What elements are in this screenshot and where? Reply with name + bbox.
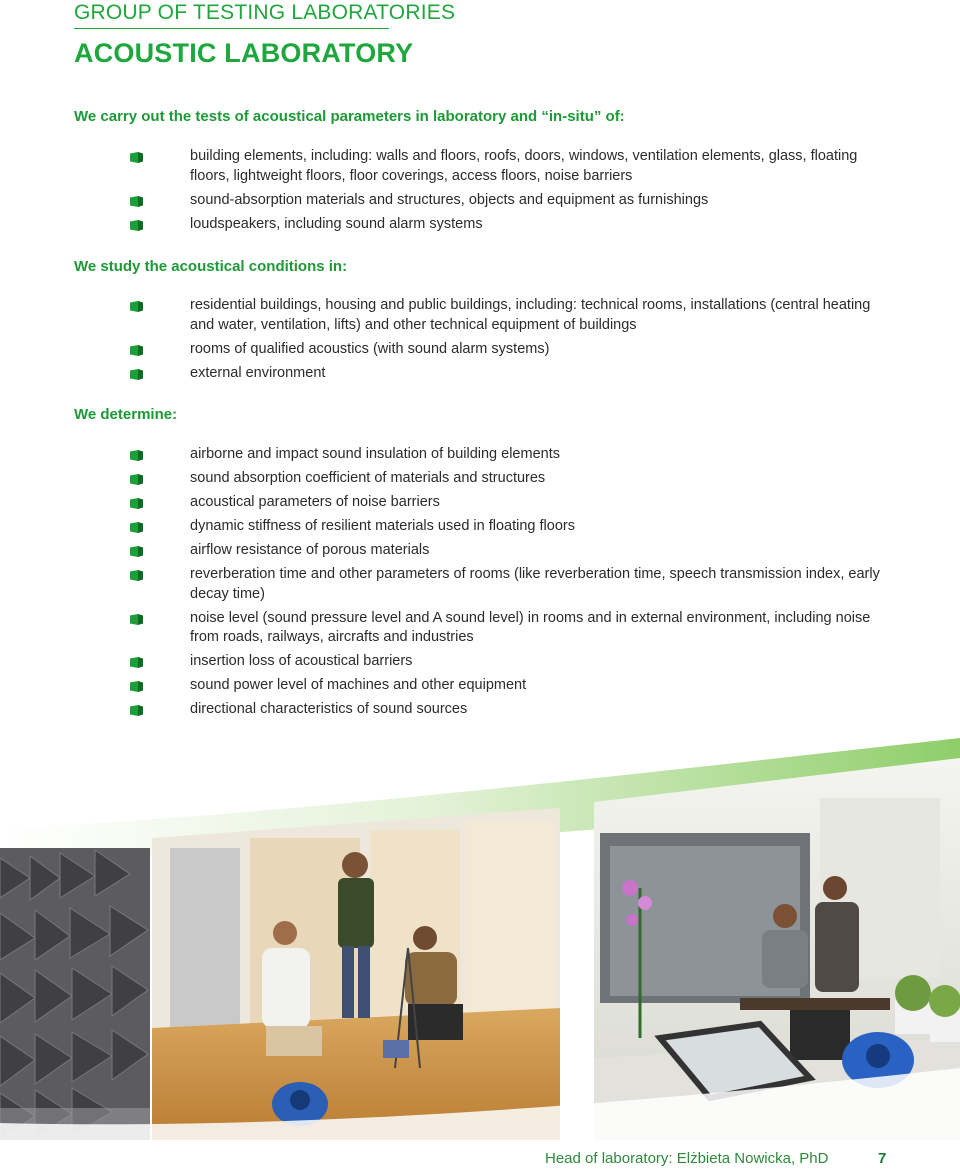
list-item-text: reverberation time and other parameters of rooms (like reverberation time, speech transmission index, early decay time) [190, 566, 880, 602]
list-item-text: sound power level of machines and other equipment [190, 677, 527, 693]
group-header: GROUP OF TESTING LABORATORIES [74, 1, 389, 29]
green-cube-bullet-icon [130, 522, 143, 533]
list-item [130, 364, 890, 384]
green-cube-bullet-icon [130, 220, 143, 231]
list-item-text: directional characteristics of sound sources [190, 701, 468, 717]
green-cube-bullet-icon [130, 152, 143, 163]
list-item-text: rooms of qualified acoustics (with sound alarm systems) [190, 340, 550, 357]
list-item-text: sound-absorption materials and structures, objects and equipment as furnishings [190, 191, 709, 208]
green-cube-bullet-icon [130, 570, 143, 581]
list-item [130, 565, 890, 604]
green-cube-bullet-icon [130, 196, 143, 207]
green-cube-bullet-icon [130, 450, 143, 461]
list-item-text: loudspeakers, including sound alarm systems [190, 215, 483, 232]
list-item [130, 676, 890, 696]
list-item [130, 652, 890, 672]
section-heading-tests: We carry out the tests of acoustical parameters in laboratory and “in-situ” of: [74, 108, 625, 125]
list-item-text: airborne and impact sound insulation of building elements [190, 446, 560, 462]
list-item [130, 609, 890, 648]
list-item-text: building elements, including: walls and floors, roofs, doors, windows, ventilation elements, glass, floating floors, lightweight floors, floor coverings, access floors, noise barriers [190, 148, 858, 184]
list-item-text: external environment [190, 364, 326, 381]
determine-list [130, 445, 890, 724]
list-item-text: sound absorption coefficient of materials and structures [190, 470, 546, 486]
list-item-text: dynamic stiffness of resilient materials used in floating floors [190, 518, 575, 534]
list-item [130, 340, 890, 360]
section-heading-conditions: We study the acoustical conditions in: [74, 258, 348, 275]
list-item [130, 700, 890, 720]
green-cube-bullet-icon [130, 546, 143, 557]
list-item-text: noise level (sound pressure level and A sound level) in rooms and in external environment, including noise from roads, railways, aircrafts and industries [190, 609, 871, 645]
list-item [130, 296, 890, 335]
head-of-laboratory: Head of laboratory: Elżbieta Nowicka, PhD [545, 1150, 829, 1167]
tests-list [130, 147, 890, 239]
green-cube-bullet-icon [130, 369, 143, 380]
list-item [130, 469, 890, 489]
green-cube-bullet-icon [130, 498, 143, 509]
green-cube-bullet-icon [130, 474, 143, 485]
green-cube-bullet-icon [130, 657, 143, 668]
list-item-text: airflow resistance of porous materials [190, 542, 430, 558]
laboratory-room-photo [152, 808, 560, 1140]
list-item [130, 191, 890, 211]
green-cube-bullet-icon [130, 301, 143, 312]
page-number: 7 [878, 1150, 887, 1167]
page-title: ACOUSTIC LABORATORY [74, 38, 414, 68]
conditions-list [130, 296, 890, 388]
list-item-text: acoustical parameters of noise barriers [190, 494, 440, 510]
list-item [130, 445, 890, 465]
section-heading-determine: We determine: [74, 406, 178, 423]
green-cube-bullet-icon [130, 345, 143, 356]
green-cube-bullet-icon [130, 681, 143, 692]
list-item [130, 215, 890, 235]
list-item [130, 493, 890, 513]
laboratory-photos [0, 738, 960, 1140]
green-cube-bullet-icon [130, 614, 143, 625]
green-cube-bullet-icon [130, 705, 143, 716]
list-item [130, 517, 890, 537]
list-item [130, 541, 890, 561]
anechoic-chamber-photo [0, 848, 150, 1140]
list-item-text: residential buildings, housing and public buildings, including: technical rooms, installations (central heating and water, ventilation, lifts) and other technical equipment of buildings [190, 297, 871, 333]
list-item-text: insertion loss of acoustical barriers [190, 653, 413, 669]
list-item [130, 147, 890, 186]
